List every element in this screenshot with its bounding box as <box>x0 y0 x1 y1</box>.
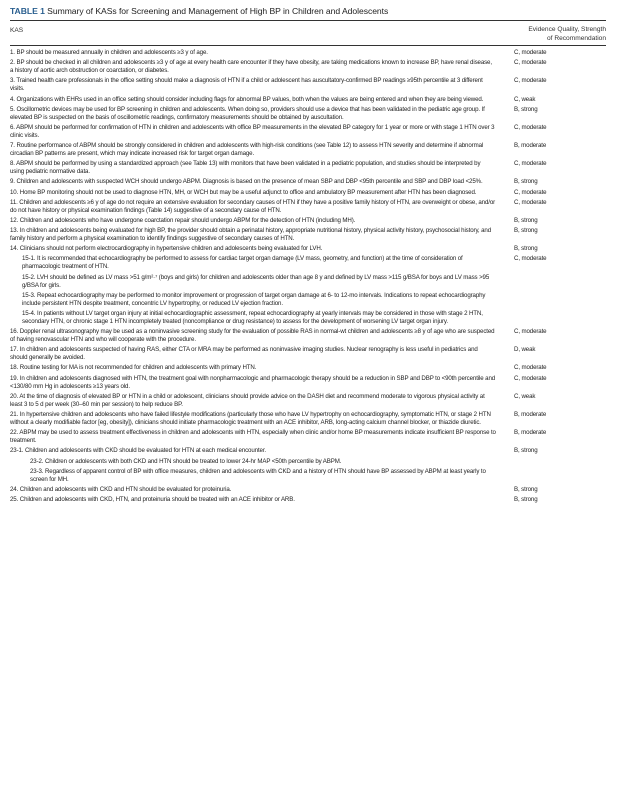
table-row <box>10 375 606 391</box>
kas-text: 15-2. LVH should be defined as LV mass >51 g/m²·⁷ (boys and girls) for children and adolescents older than age 8 y and defined by LV mass >115 g/BSA for boys and LV mass >95 g/BSA for girls. <box>22 273 490 289</box>
header-evidence <box>502 26 606 45</box>
kas-text: 23-3. Regardless of apparent control of BP with office measures, children and adolescents with CKD and a history of HTN should have BP assessed by ABPM at least yearly to screen for MH. <box>30 467 486 483</box>
table-row <box>10 458 606 466</box>
kas-text: 2. BP should be checked in all children and adolescents ≥3 y of age at every health care encounter if they have obesity, are taking medications known to increase BP, have renal disease, a history of aortic arch obstruction or coarctation, or diabetes. <box>10 59 492 75</box>
table-row <box>10 142 606 158</box>
evidence-rating: C, moderate <box>514 59 547 67</box>
evidence-rating: B, strong <box>514 495 538 503</box>
kas-text: 15-4. In patients without LV target organ injury at initial echocardiographic assessment, repeat echocardiography at yearly intervals may be considered in those with stage 2 HTN, secondary HTN, or chronic stage 1 HTN incompletely treated (noncompliance or drug resistance) to assess for the development of worsening LV target organ injury. <box>22 309 483 325</box>
evidence-rating: B, moderate <box>514 142 547 150</box>
kas-text: 21. In hypertensive children and adolescents who have failed lifestyle modifications (particularly those who have LV hypertrophy on echocardiography, symptomatic HTN, or stage 2 HTN without a clearly modifiable factor [eg, obesity]), clinicians should initiate pharmacologic treatment with an ACE inhibitor, ARB, long-acting calcium channel blocker, or thiazide diuretic. <box>10 410 491 427</box>
kas-text: 23-2. Children or adolescents with both CKD and HTN should be treated to lower 24-hr MAP <50th percentile by ABPM. <box>30 457 342 465</box>
table-row <box>10 429 606 445</box>
table-label: TABLE 1 <box>10 6 45 16</box>
table-row <box>10 255 606 271</box>
kas-text: 18. Routine testing for MA is not recommended for children and adolescents with primary HTN. <box>10 364 257 372</box>
evidence-rating <box>502 292 606 308</box>
evidence-rating <box>502 458 606 466</box>
kas-text: 24. Children and adolescents with CKD and HTN should be evaluated for proteinuria. <box>10 485 232 493</box>
evidence-rating: C, moderate <box>514 123 547 131</box>
table-row <box>10 106 606 122</box>
table-row <box>10 393 606 409</box>
table-row <box>10 227 606 243</box>
header-evidence-line2: of Recommendation <box>546 34 606 42</box>
evidence-rating: C, moderate <box>514 364 547 372</box>
kas-text: 10. Home BP monitoring should not be used to diagnose HTN, MH, or WCH but may be a useful adjunct to office and ambulatory BP measurement after HTN has been diagnosed. <box>10 188 477 196</box>
table-row <box>10 199 606 215</box>
evidence-rating: C, moderate <box>514 255 547 263</box>
table-row <box>10 364 606 372</box>
header-kas: KAS <box>10 27 24 34</box>
table-row <box>10 310 606 326</box>
evidence-rating: B, strong <box>514 227 538 235</box>
table-title: Summary of KASs for Screening and Management of High BP in Children and Adolescents <box>47 6 389 16</box>
kas-text: 12. Children and adolescents who have undergone coarctation repair should undergo ABPM for the detection of HTN (including MH). <box>10 216 356 224</box>
kas-text: 16. Doppler renal ultrasonography may be used as a noninvasive screening study for the evaluation of possible RAS in normal-wt children and adolescents ≥8 y of age who are suspected of having renovascular HTN and who will cooperate with the procedure. <box>10 328 495 344</box>
evidence-rating: C, weak <box>514 95 536 103</box>
table-row <box>10 447 606 455</box>
table-row <box>10 59 606 75</box>
kas-text: 1. BP should be measured annually in children and adolescents ≥3 y of age. <box>10 49 208 56</box>
table-row <box>10 496 606 504</box>
evidence-rating: C, weak <box>514 392 536 400</box>
evidence-rating: C, moderate <box>514 198 547 206</box>
table-row <box>10 245 606 253</box>
evidence-rating: C, moderate <box>514 160 547 168</box>
evidence-rating: B, moderate <box>514 410 547 418</box>
table-row <box>10 292 606 308</box>
header-evidence-line1: Evidence Quality, Strength <box>528 26 606 33</box>
evidence-rating: D, weak <box>514 346 536 354</box>
kas-text: 15-3. Repeat echocardiography may be performed to monitor improvement or progression of target organ damage at 6- to 12-mo intervals. Indications to repeat echocardiography include persistent HTN despite treatment, concentric LV hypertrophy, or reduced LV ejection fraction. <box>22 291 486 307</box>
evidence-rating: C, moderate <box>514 328 547 336</box>
evidence-rating: B, strong <box>514 216 538 224</box>
evidence-rating: B, strong <box>514 105 538 113</box>
table-body <box>10 46 606 504</box>
kas-text: 22. ABPM may be used to assess treatment effectiveness in children and adolescents with HTN, especially when clinic and/or home BP measurements indicate insufficient BP response to treatment. <box>10 429 496 445</box>
table-row <box>10 486 606 494</box>
evidence-rating <box>502 274 606 290</box>
evidence-rating <box>502 310 606 326</box>
kas-text: 8. ABPM should be performed by using a standardized approach (see Table 13) with monitors that have been validated in a pediatric population, and studies should be interpreted by using pediatric normative data. <box>10 160 481 176</box>
table-row <box>10 346 606 362</box>
kas-text: 25. Children and adolescents with CKD, HTN, and proteinuria should be treated with an ACE inhibitor or ARB. <box>10 495 295 503</box>
kas-text: 20. At the time of diagnosis of elevated BP or HTN in a child or adolescent, clinicians should provide advice on the DASH diet and recommend moderate to vigorous physical activity at least 3 to 5 d per week (30–60 min per session) to help reduce BP. <box>10 392 485 408</box>
kas-text: 17. In children and adolescents suspected of having RAS, either CTA or MRA may be performed as noninvasive imaging studies. Nuclear renography is less useful in pediatrics and should generally be avoided. <box>10 346 478 362</box>
evidence-rating: B, strong <box>514 178 538 186</box>
table-row <box>10 411 606 427</box>
table-row <box>10 49 606 57</box>
evidence-rating: B, strong <box>514 485 538 493</box>
table-row <box>10 124 606 140</box>
evidence-rating: C, moderate <box>514 374 547 382</box>
table-caption <box>10 0 606 20</box>
kas-text: 11. Children and adolescents ≥6 y of age do not require an extensive evaluation for secondary causes of HTN if they have a positive family history of HTN, are overweight or obese, and/or do not have history or physical examination findings (Table 14) suggestive of a secondary cause of HTN. <box>10 198 496 214</box>
table-row <box>10 160 606 176</box>
kas-text: 7. Routine performance of ABPM should be strongly considered in children and adolescents with high-risk conditions (see Table 12) to assess HTN severity and determine if abnormal circadian BP patterns are present, which may indicate increased risk for target organ damage. <box>10 142 484 158</box>
table-row <box>10 468 606 484</box>
evidence-rating <box>502 468 606 484</box>
table-header <box>10 21 606 45</box>
table-row <box>10 96 606 104</box>
table-row <box>10 274 606 290</box>
evidence-rating: B, strong <box>514 245 538 253</box>
kas-text: 3. Trained health care professionals in the office setting should make a diagnosis of HTN if a child or adolescent has auscultatory-confirmed BP readings ≥95th percentile at 3 different visits. <box>10 77 483 93</box>
kas-text: 14. Clinicians should not perform electrocardiography in hypertensive children and adolescents being evaluated for LVH. <box>10 245 323 253</box>
table-row <box>10 217 606 225</box>
evidence-rating: C, moderate <box>514 49 547 56</box>
table-row <box>10 77 606 93</box>
kas-text: 4. Organizations with EHRs used in an office setting should consider including flags for abnormal BP values, both when the values are being entered and when they are being viewed. <box>10 95 484 103</box>
evidence-rating: B, strong <box>514 447 538 455</box>
table-row <box>10 328 606 344</box>
table-row <box>10 178 606 186</box>
kas-text: 15-1. It is recommended that echocardiography be performed to assess for cardiac target organ damage (LV mass, geometry, and function) at the time of consideration of pharmacologic treatment of HTN. <box>22 255 463 271</box>
kas-text: 19. In children and adolescents diagnosed with HTN, the treatment goal with nonpharmacologic and pharmacologic therapy should be a reduction in SBP and DBP to <90th percentile and <130/80 mm Hg in adolescents ≥13 years old. <box>10 374 496 390</box>
evidence-rating: C, moderate <box>514 188 547 196</box>
kas-text: 13. In children and adolescents being evaluated for high BP, the provider should obtain a perinatal history, appropriate nutritional history, physical activity history, psychosocial history, and family history and perform a physical examination to identify findings suggestive of secondary causes of HTN. <box>10 227 491 243</box>
kas-text: 23-1. Children and adolescents with CKD should be evaluated for HTN at each medical encounter. <box>10 447 266 455</box>
kas-text: 5. Oscillometric devices may be used for BP screening in children and adolescents. When doing so, providers should use a device that has been validated in the pediatric age group. If elevated BP is suspected on the basis of oscillometric readings, confirmatory measurements should be obtained by auscultation. <box>10 105 485 121</box>
table-row <box>10 189 606 197</box>
evidence-rating: C, moderate <box>514 77 547 85</box>
evidence-rating: B, moderate <box>514 429 547 437</box>
kas-text: 6. ABPM should be performed for confirmation of HTN in children and adolescents with office BP measurements in the elevated BP category for 1 year or more or with stage 1 HTN over 3 clinic visits. <box>10 123 495 139</box>
kas-text: 9. Children and adolescents with suspected WCH should undergo ABPM. Diagnosis is based on the presence of mean SBP and DBP <95th percentile and SBP and DBP load <25%. <box>10 178 483 186</box>
